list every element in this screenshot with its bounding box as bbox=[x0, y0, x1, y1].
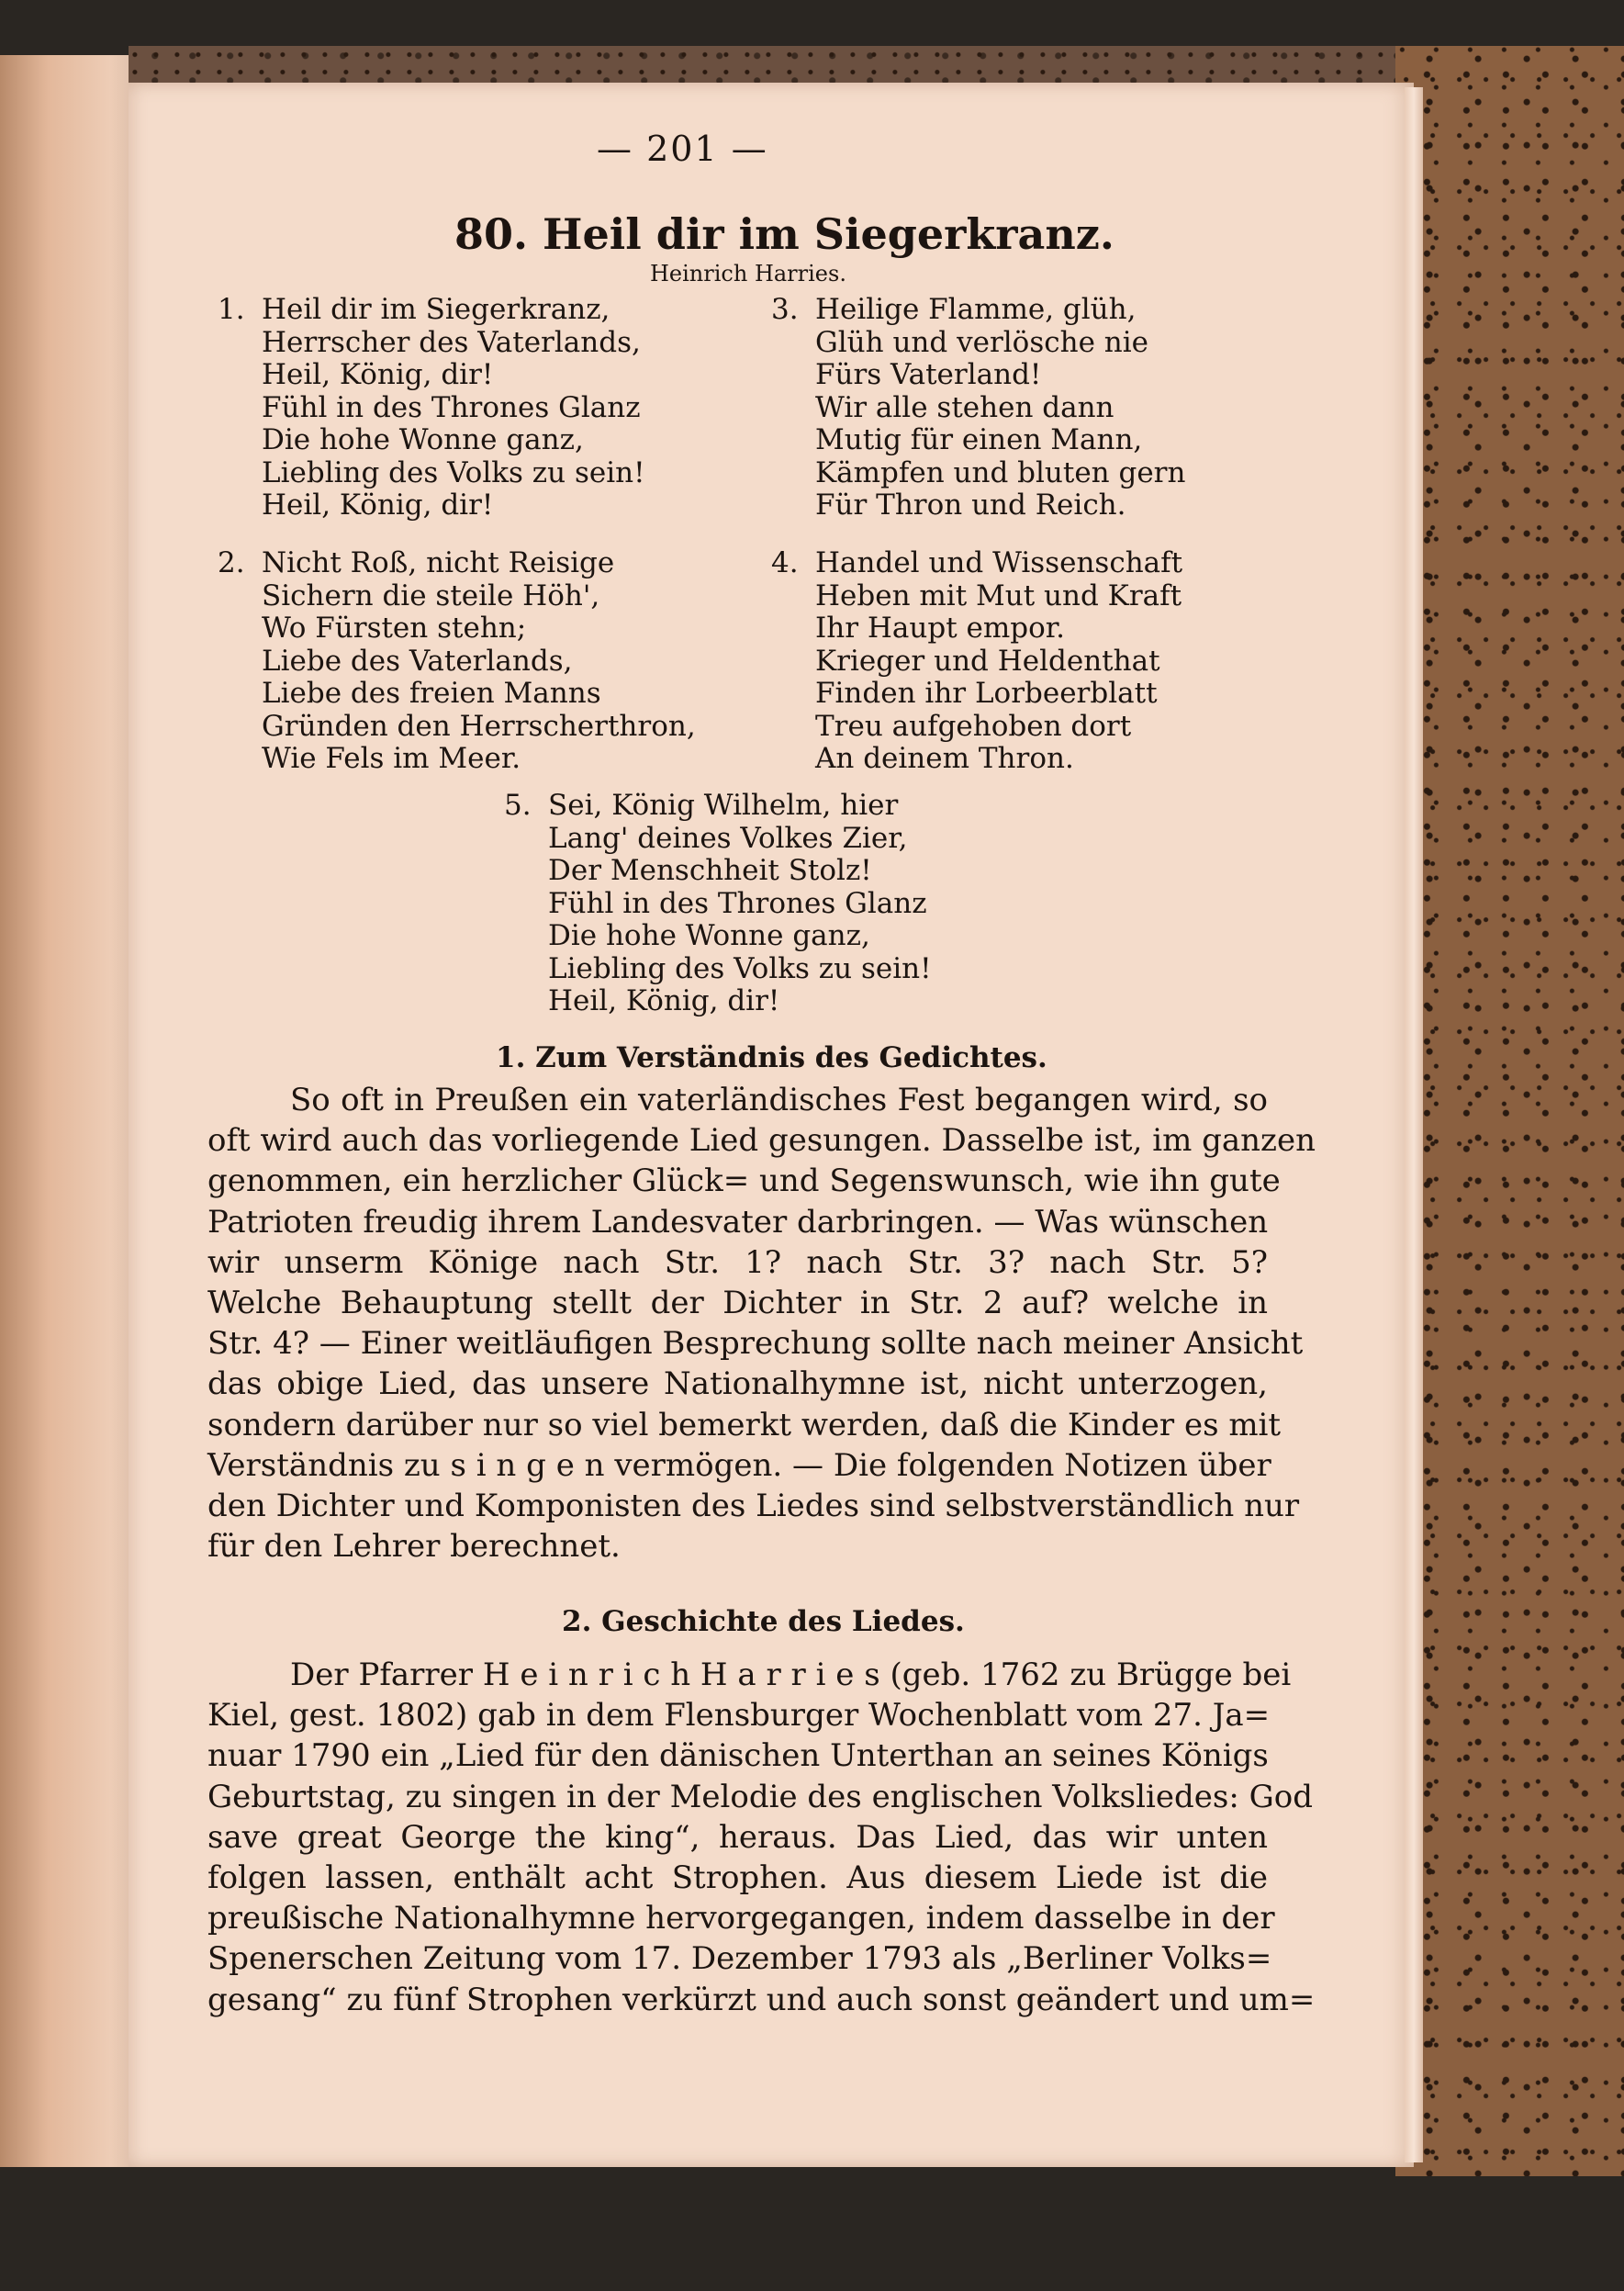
stanza-line: Heil, König, dir! bbox=[548, 984, 780, 1017]
paragraph-line: wir unserm Könige nach Str. 1? nach Str. 3? nach Str. 5? bbox=[207, 1243, 1268, 1281]
paragraph-line: das obige Lied, das unsere Nationalhymne ist, nicht unterzogen, bbox=[207, 1365, 1268, 1403]
stanza-number: 5. bbox=[504, 789, 532, 822]
stanza-line: Sei, König Wilhelm, hier bbox=[548, 789, 899, 822]
stanza-line: Wir alle stehen dann bbox=[815, 390, 1114, 424]
stanza-line: Der Menschheit Stolz! bbox=[548, 854, 872, 887]
paragraph-line: preußische Nationalhymne hervorgegangen, indem dasselbe in der bbox=[207, 1900, 1275, 1937]
stanza-line: Glüh und verlösche nie bbox=[815, 325, 1149, 359]
stanza-number: 4. bbox=[771, 546, 799, 579]
book-top-edge bbox=[129, 46, 1469, 87]
stanza-line: Heilige Flamme, glüh, bbox=[815, 293, 1137, 326]
stanza-line: Handel und Wissenschaft bbox=[815, 546, 1183, 579]
paragraph-line: genommen, ein herzlicher Glück= und Segenswunsch, wie ihn gute bbox=[207, 1162, 1281, 1200]
paragraph-line: Geburtstag, zu singen in der Melodie des englischen Volksliedes: God bbox=[207, 1778, 1313, 1815]
stanza-4 bbox=[771, 546, 1183, 776]
stanza-line: Kämpfen und bluten gern bbox=[815, 455, 1186, 489]
stanza-line: Krieger und Heldenthat bbox=[815, 644, 1160, 678]
poem-title: 80. Heil dir im Siegerkranz. bbox=[454, 209, 1114, 259]
paragraph-line: den Dichter und Komponisten des Liedes sind selbstverständlich nur bbox=[207, 1488, 1300, 1525]
stanza-line: Die hohe Wonne ganz, bbox=[262, 423, 584, 456]
paragraph-line: So oft in Preußen ein vaterländisches Fest begangen wird, so bbox=[290, 1082, 1268, 1118]
stanza-1 bbox=[218, 293, 645, 522]
stanza-line: Lang' deines Volkes Zier, bbox=[548, 821, 908, 855]
stanza-line: Heil dir im Siegerkranz, bbox=[262, 293, 610, 326]
paragraph-line: folgen lassen, enthält acht Strophen. Aus diesem Liede ist die bbox=[207, 1859, 1268, 1897]
section-heading-2: 2. Geschichte des Liedes. bbox=[562, 1605, 965, 1638]
section-1-paragraph bbox=[207, 1080, 1316, 1567]
stanza-number: 1. bbox=[218, 293, 245, 326]
stanza-line: Liebling des Volks zu sein! bbox=[262, 455, 645, 489]
stanza-line: Liebe des freien Manns bbox=[262, 677, 601, 710]
page-stack-edge bbox=[1405, 87, 1423, 2162]
stanza-line: Gründen den Herrscherthron, bbox=[262, 709, 696, 743]
stanza-line: Mutig für einen Mann, bbox=[815, 423, 1143, 456]
paragraph-line: Str. 4? — Einer weitläufigen Besprechung sollte nach meiner Ansicht bbox=[207, 1325, 1304, 1363]
stanza-line: Sichern die steile Höh', bbox=[262, 578, 600, 612]
paragraph-line: Der Pfarrer H e i n r i c h H a r r i e s (geb. 1762 zu Brügge bei bbox=[290, 1656, 1292, 1693]
stanza-number: 2. bbox=[218, 546, 245, 579]
paragraph-line: Kiel, gest. 1802) gab in dem Flensburger Wochenblatt vom 27. Ja= bbox=[207, 1697, 1271, 1735]
stanza-line: Für Thron und Reich. bbox=[815, 489, 1126, 522]
stanza-5 bbox=[504, 789, 932, 1018]
stanza-line: Fühl in des Thrones Glanz bbox=[262, 390, 641, 424]
stanza-line: Liebe des Vaterlands, bbox=[262, 644, 573, 678]
stanza-line: Nicht Roß, nicht Reisige bbox=[262, 546, 615, 579]
stanza-line: Heil, König, dir! bbox=[262, 358, 494, 391]
stanza-number: 3. bbox=[771, 293, 799, 326]
stanza-line: Wo Fürsten stehn; bbox=[262, 612, 527, 645]
paragraph-line: save great George the king“, heraus. Das Lied, das wir unten bbox=[207, 1818, 1268, 1856]
paragraph-line: Welche Behauptung stellt der Dichter in Str. 2 auf? welche in bbox=[207, 1285, 1268, 1322]
poem-author: Heinrich Harries. bbox=[650, 261, 846, 286]
section-heading-1: 1. Zum Verständnis des Gedichtes. bbox=[496, 1041, 1047, 1074]
paragraph-line: nuar 1790 ein „Lied für den dänischen Unterthan an seines Königs bbox=[207, 1737, 1269, 1775]
paragraph-line: Spenerschen Zeitung vom 17. Dezember 1793 als „Berliner Volks= bbox=[207, 1940, 1272, 1978]
section-2-paragraph bbox=[207, 1655, 1316, 2020]
stanza-line: Herrscher des Vaterlands, bbox=[262, 325, 641, 359]
stanza-line: Wie Fels im Meer. bbox=[262, 742, 521, 775]
paragraph-line: Patrioten freudig ihrem Landesvater darbringen. — Was wünschen bbox=[207, 1203, 1269, 1241]
paragraph-line: gesang“ zu fünf Strophen verkürzt und auch sonst geändert und um= bbox=[207, 1981, 1316, 2018]
stanza-line: An deinem Thron. bbox=[815, 742, 1074, 775]
stanza-line: Treu aufgehoben dort bbox=[815, 709, 1132, 743]
paragraph-line: für den Lehrer berechnet. bbox=[207, 1528, 621, 1566]
stanza-line: Fürs Vaterland! bbox=[815, 358, 1042, 391]
stanza-3 bbox=[771, 293, 1186, 522]
page-number: — 201 — bbox=[597, 129, 768, 169]
stanza-line: Finden ihr Lorbeerblatt bbox=[815, 677, 1158, 710]
stanza-line: Liebling des Volks zu sein! bbox=[548, 951, 932, 985]
stanza-line: Fühl in des Thrones Glanz bbox=[548, 886, 927, 920]
stanza-line: Heil, König, dir! bbox=[262, 489, 494, 522]
paragraph-line: sondern darüber nur so viel bemerkt werden, daß die Kinder es mit bbox=[207, 1406, 1282, 1443]
book-cover-edge bbox=[1395, 46, 1624, 2176]
stanza-line: Die hohe Wonne ganz, bbox=[548, 919, 870, 952]
stanza-2 bbox=[218, 546, 696, 776]
paragraph-line: Verständnis zu s i n g e n vermögen. — Die folgenden Notizen über bbox=[207, 1446, 1271, 1484]
stanza-line: Heben mit Mut und Kraft bbox=[815, 578, 1182, 612]
stanza-line: Ihr Haupt empor. bbox=[815, 612, 1066, 645]
paragraph-line: oft wird auch das vorliegende Lied gesungen. Dasselbe ist, im ganzen bbox=[207, 1122, 1316, 1160]
